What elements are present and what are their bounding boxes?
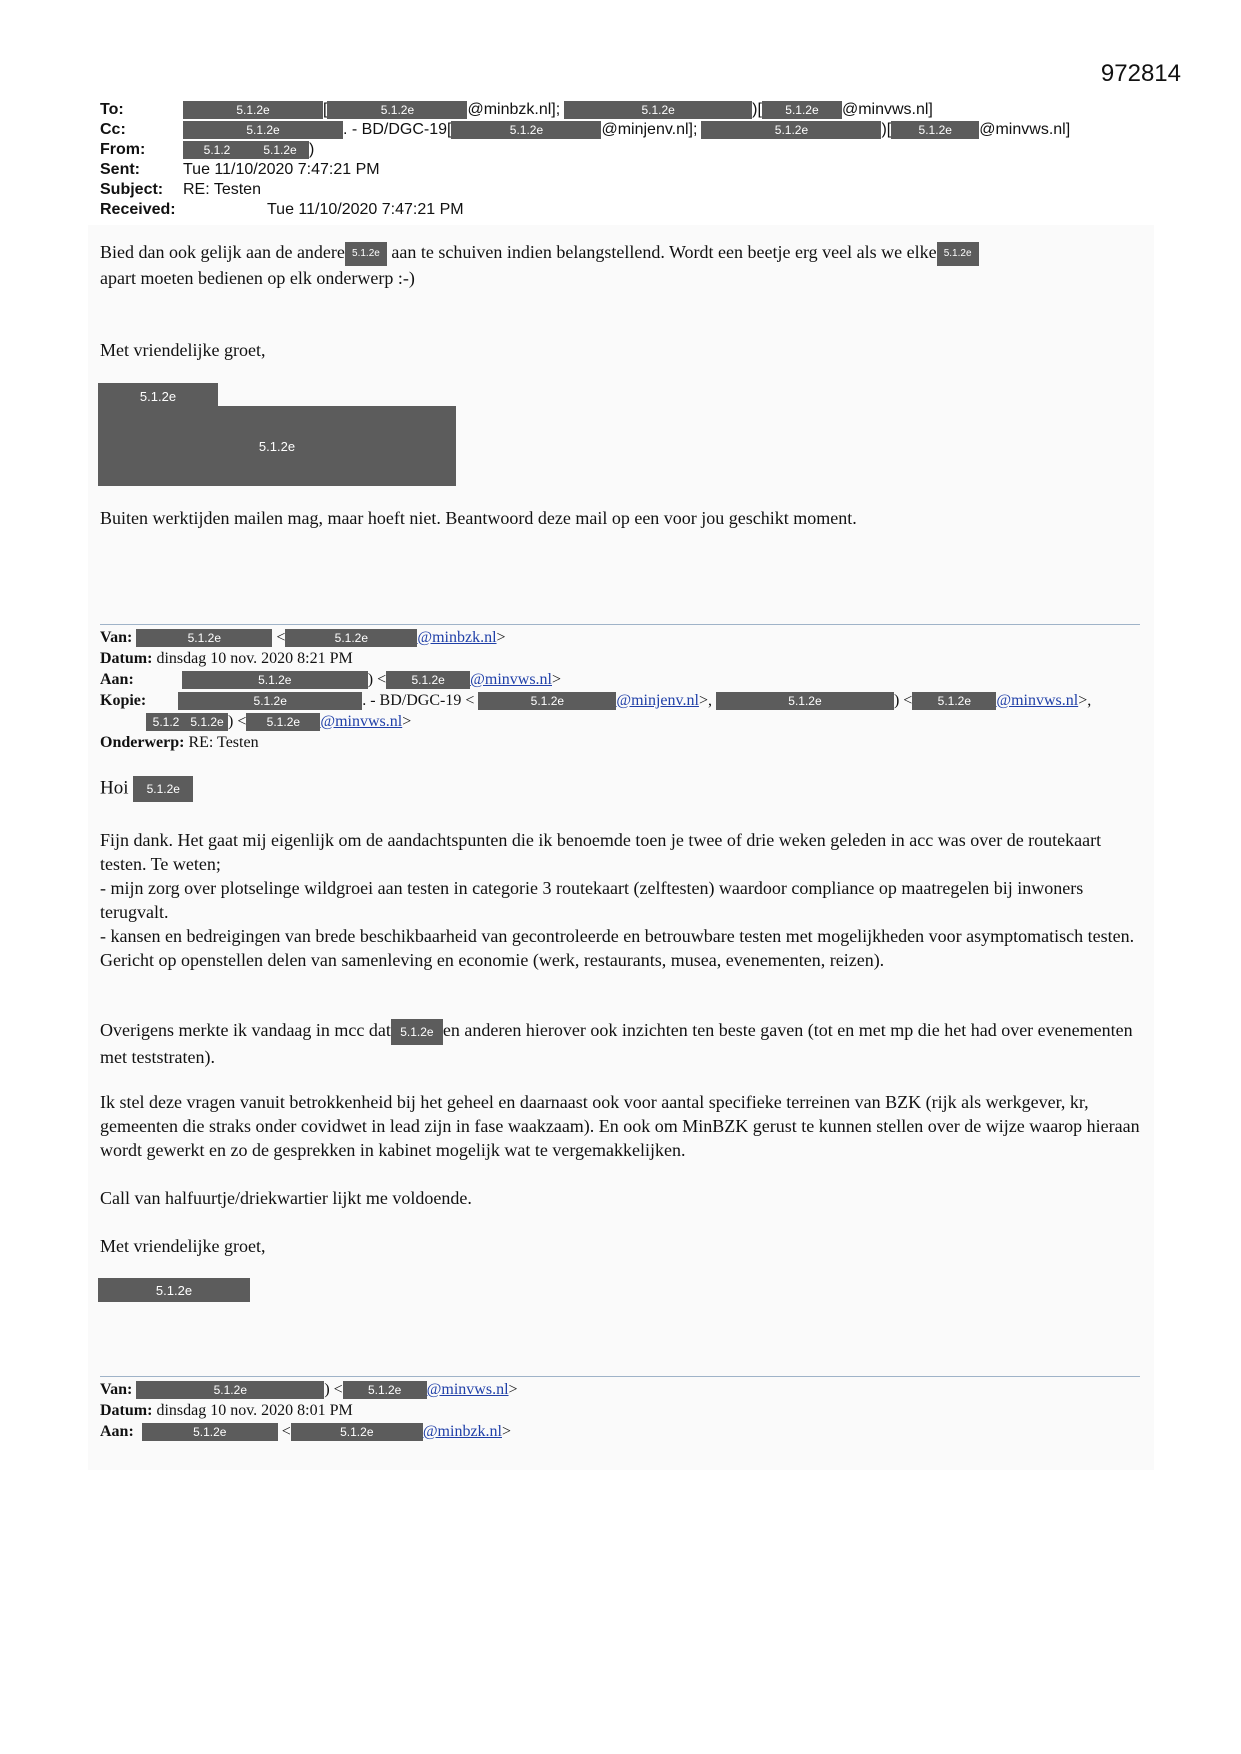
redaction-block: 5.1.2e: [478, 692, 616, 710]
signature-block-redaction: 5.1.2e: [98, 406, 456, 486]
cc-label: Cc:: [100, 121, 126, 138]
cc-mid: . - BD/DGC-19[: [343, 121, 452, 138]
subject-value: RE: Testen: [183, 181, 261, 198]
quoted2-van-row: Van: 5.1.2e ) < 5.1.2e @minvws.nl >: [100, 1381, 518, 1398]
quoted2-datum-row: Datum: dinsdag 10 nov. 2020 8:01 PM: [100, 1402, 353, 1419]
email-link[interactable]: @minbzk.nl: [422, 1423, 502, 1440]
redaction-block: 5.1.2e: [564, 101, 752, 119]
redaction-block: 5.1.2: [146, 713, 186, 731]
signature-name-redaction: 5.1.2e: [98, 1278, 250, 1302]
quoted2-header: [100, 1379, 518, 1442]
quoted1-kopie-row: Kopie: 5.1.2e . - BD/DGC-19 < 5.1.2e @minjenv.nl >, 5.1.2e ) < 5.1.2e @minvws.nl >,: [100, 692, 1092, 709]
quoted2-aan-row: Aan: 5.1.2e < 5.1.2e @minbzk.nl >: [100, 1423, 512, 1440]
divider: [100, 1376, 1140, 1377]
redaction-block: 5.1.2e: [142, 1423, 278, 1441]
message1-body: [100, 240, 1140, 290]
redaction-block: 5.1.2e: [716, 692, 894, 710]
redaction-block: 5.1.2e: [701, 121, 881, 139]
redaction-block: 5.1.2e: [182, 671, 368, 689]
subject-row: [100, 180, 1070, 200]
redaction-block: 5.1.2e: [386, 671, 470, 689]
redaction-block: 5.1.2e: [133, 776, 193, 802]
redaction-block: 5.1.2e: [891, 121, 979, 139]
email-link[interactable]: @minvws.nl: [426, 1381, 509, 1398]
message1-footer: Buiten werktijden mailen mag, maar hoeft niet. Beantwoord deze mail op een voor jou geschikt moment.: [100, 508, 857, 528]
message2-paragraph3: Ik stel deze vragen vanuit betrokkenheid bij het geheel en daarnaast ook voor aantal specifieke terreinen van BZK (rijk als werkgever, kr, gemeenten die straks onder covidwet in lead zijn in fase waakzaam). En ook om MinBZK gerust te kunnen stellen over de wijze waarop hieraan wordt gewerkt en zo de gesprekken in kabinet mogelijk wat te vergemakkelijken.: [100, 1092, 1140, 1160]
quoted1-van-row: Van: 5.1.2e < 5.1.2e @minbzk.nl >: [100, 629, 506, 646]
received-row: [100, 200, 1070, 220]
sent-row: [100, 160, 1070, 180]
email-link[interactable]: @minbzk.nl: [417, 629, 497, 646]
quoted1-datum-row: Datum: dinsdag 10 nov. 2020 8:21 PM: [100, 650, 353, 667]
from-row: [100, 140, 1070, 160]
redaction-block: 5.1.2e: [136, 629, 272, 647]
message1-line2: apart moeten bedienen op elk onderwerp :-): [100, 267, 415, 288]
redaction-block: 5.1.2e: [345, 242, 387, 266]
to-domain-2: @minvws.nl]: [841, 101, 933, 118]
redaction-block: 5.1.2e: [343, 1381, 427, 1399]
to-bracket-2: )[: [752, 101, 762, 118]
to-row: [100, 100, 1070, 120]
cc-bracket-2: )[: [881, 121, 892, 138]
redaction-block: 5.1.2e: [136, 1381, 324, 1399]
email-link[interactable]: @minvws.nl: [996, 692, 1079, 709]
redaction-block: 5.1.2e: [391, 1019, 443, 1045]
document-number: 972814: [1100, 60, 1181, 87]
redaction-block: 5.1.2e: [451, 121, 601, 139]
quoted1-header: [100, 627, 1091, 753]
redaction-block: 5.1.2: [183, 141, 251, 159]
cc-domain-1: @minjenv.nl];: [601, 121, 698, 138]
message2-greeting: Met vriendelijke groet,: [100, 1236, 266, 1256]
cc-domain-2: @minvws.nl]: [979, 121, 1071, 138]
redaction-block: 5.1.2e: [762, 101, 842, 119]
from-label: From:: [100, 141, 146, 158]
message2-hoi: Hoi 5.1.2e: [100, 776, 1140, 802]
cc-row: [100, 120, 1070, 140]
sent-value: Tue 11/10/2020 7:47:21 PM: [183, 161, 380, 178]
received-value: Tue 11/10/2020 7:47:21 PM: [267, 201, 464, 218]
signature-name-redaction: 5.1.2e: [98, 383, 218, 409]
redaction-block: 5.1.2e: [183, 101, 323, 119]
redaction-block: 5.1.2e: [251, 141, 309, 159]
to-bracket: [: [323, 101, 328, 118]
message1-greeting: Met vriendelijke groet,: [100, 340, 266, 360]
to-label: To:: [100, 101, 124, 118]
redaction-block: 5.1.2e: [183, 121, 343, 139]
divider: [100, 624, 1140, 625]
email-link[interactable]: @minvws.nl: [320, 713, 403, 730]
redaction-block: 5.1.2e: [327, 101, 467, 119]
email-header: [100, 100, 1070, 220]
quoted1-aan-row: Aan: 5.1.2e ) < 5.1.2e @minvws.nl >: [100, 671, 562, 688]
email-link[interactable]: @minjenv.nl: [616, 692, 699, 709]
redaction-block: 5.1.2e: [937, 242, 979, 266]
quoted1-onderwerp-row: Onderwerp: RE: Testen: [100, 734, 259, 751]
message2-paragraph2: Overigens merkte ik vandaag in mcc dat 5.1.2e en anderen hierover ook inzichten ten beste gaven (tot en met mp die het had over evenementen met teststraten).: [100, 1020, 1133, 1067]
message2-paragraph1: Fijn dank. Het gaat mij eigenlijk om de aandachtspunten die ik benoemde toen je twee of drie weken geleden in acc was over de routekaart testen. Te weten; - mijn zorg over plotselinge wildgroei aan testen in categorie 3 routekaart (zelftesten) waardoor compliance op maatregelen bij inwoners terugvalt. - kansen en bedreigingen van brede beschikbaarheid van gecontroleerde en betrouwbare testen met mogelijkheden voor asymptomatisch testen. Gericht op openstellen delen van samenleving en economie (werk, restaurants, musea, evenementen, reizen).: [100, 830, 1135, 970]
subject-label: Subject:: [100, 181, 164, 198]
redaction-block: 5.1.2e: [186, 713, 228, 731]
sent-label: Sent:: [100, 161, 140, 178]
email-link[interactable]: @minvws.nl: [470, 671, 552, 688]
redaction-block: 5.1.2e: [912, 692, 996, 710]
redaction-block: 5.1.2e: [178, 692, 362, 710]
redaction-block: 5.1.2e: [291, 1423, 423, 1441]
quoted1-kopie-row2: 5.1.2 5.1.2e ) < 5.1.2e @minvws.nl >: [100, 711, 1091, 732]
to-domain-1: @minbzk.nl];: [467, 101, 561, 118]
redaction-block: 5.1.2e: [285, 629, 417, 647]
message2-paragraph4: Call van halfuurtje/driekwartier lijkt me voldoende.: [100, 1188, 472, 1208]
from-suffix: ): [309, 141, 315, 158]
message1-line1: Bied dan ook gelijk aan de andere 5.1.2e aan te schuiven indien belangstellend. Wordt een beetje erg veel als we elke 5.1.2e: [100, 240, 1140, 266]
redaction-block: 5.1.2e: [246, 713, 320, 731]
received-label: Received:: [100, 201, 176, 218]
